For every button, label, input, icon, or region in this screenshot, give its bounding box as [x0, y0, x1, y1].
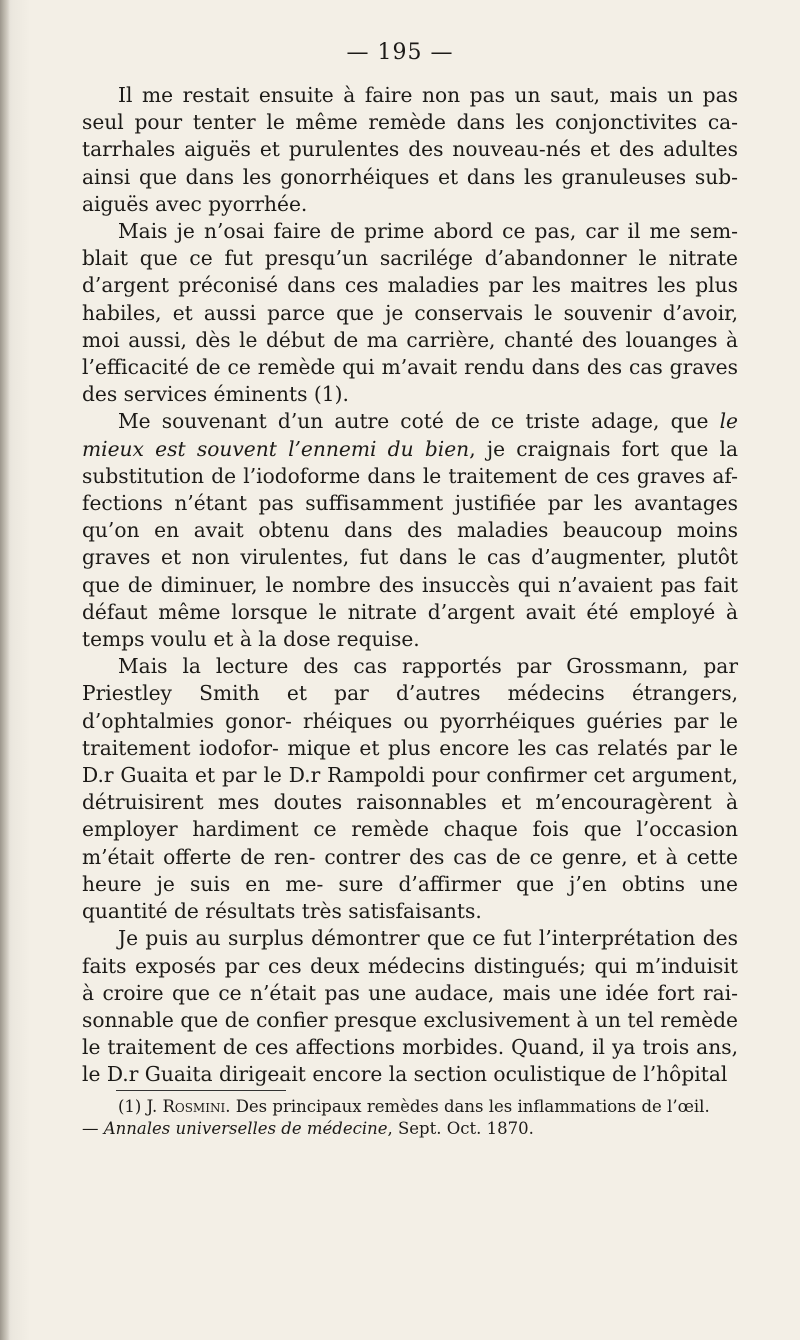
footnote-date: , Sept. Oct. 1870.	[387, 1119, 534, 1138]
book-spine-shadow	[0, 0, 10, 1340]
body-text	[82, 82, 738, 1089]
footnote-separator	[116, 1090, 286, 1091]
footnote-dash: —	[82, 1119, 104, 1138]
italic-adage: le mieux est souvent l’ennemi du bien	[82, 409, 738, 461]
footnote	[82, 1096, 738, 1140]
footnote-line-2	[82, 1118, 738, 1140]
footnote-marker: (1) J.	[118, 1097, 163, 1116]
footnote-title: . Des principaux remèdes dans les inflammations de l’œil.	[225, 1097, 710, 1116]
paragraph-2: Mais je n’osai faire de prime abord ce pas, car il me sem- blait que ce fut presqu’un sacrilége d’abandonner le nitrate d’argent préconisé dans ces maladies par les maitres les plus habiles, et aussi parce que je conservais le souvenir d’avoir, moi aussi, dès le début de ma carrière, chanté des louanges à l’efficacité de ce remède qui m’avait rendu dans des cas graves des services éminents (1).	[82, 219, 738, 407]
paragraph-1: Il me restait ensuite à faire non pas un saut, mais un pas seul pour tenter le même remède dans les conjonctivites ca- tarrhales aiguës et purulentes des nouveau-nés et des adultes ainsi que dans les gonorrhéiques et dans les granuleuses sub- aiguës avec pyorrhée.	[82, 83, 738, 216]
paragraph-3-text: Me souvenant d’un autre coté de ce triste adage, que	[118, 409, 720, 434]
paragraph-4: Mais la lecture des cas rapportés par Grossmann, par Priestley Smith et par d’autres médecins étrangers, d’ophtalmies gonor- rhéiques ou pyorrhéiques guéries par le traitement iodofor- mique et plus encore les cas relatés par le D.r Guaita et par le D.r Rampoldi pour confirmer cet argument, détruisirent mes doutes raisonnables et m’encouragèrent à employer hardiment ce remède chaque fois que l’occasion m’était offerte de ren- contrer des cas de ce genre, et à cette heure je suis en me- sure d’affirmer que j’en obtins une quantité de résultats très satisfaisants.	[82, 654, 738, 924]
paragraph-5: Je puis au surplus démontrer que ce fut l’interprétation des faits exposés par ces deux médecins distingués; qui m’induisit à croire que ce n’était pas une audace, mais une idée fort rai- sonnable que de confier presque exclusivement à un tel remède le traitement de ces affections morbides. Quand, il ya trois ans, le D.r Guaita dirigeait encore la section oculistique de l’hôpital	[82, 926, 738, 1087]
page-number: — 195 —	[346, 40, 454, 65]
footnote-journal: Annales universelles de médecine	[103, 1119, 388, 1138]
paragraph-3-text-rest: , je craignais fort que la substitution de l’iodoforme dans le traitement de ces graves af- fections n’étant pas suffisamment justifiée par les avantages qu’on en avait obtenu dans des maladies beaucoup moins graves et non virulentes, fut dans le cas d’augmenter, plutôt que de diminuer, le nombre des insuccès qui n’avaient pas fait défaut même lorsque le nitrate d’argent avait été employé à temps voulu et à la dose requise.	[82, 436, 739, 652]
paragraph-3	[82, 408, 738, 653]
footnote-author: Rosmini	[162, 1097, 226, 1116]
footnote-line-1	[82, 1096, 738, 1118]
